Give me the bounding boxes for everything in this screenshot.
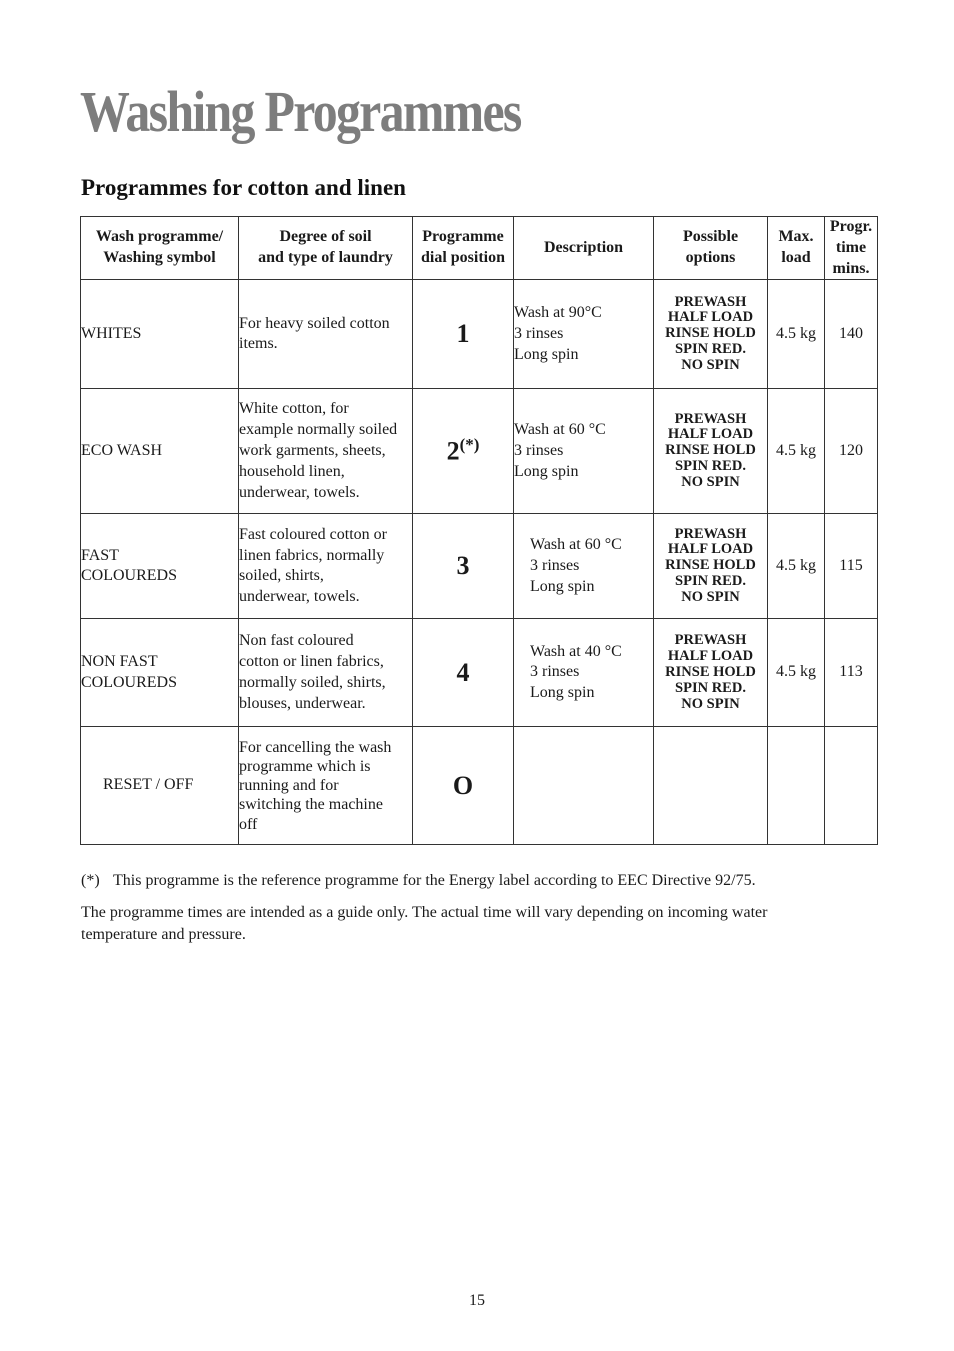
cell-programme: WHITES xyxy=(81,280,239,389)
header-description: Description xyxy=(514,217,654,280)
cell-soil: Fast coloured cotton or linen fabrics, normally soiled, shirts, underwear, towels. xyxy=(239,514,413,619)
cell-soil: Non fast coloured cotton or linen fabrics, normally soiled, shirts, blouses, underwear. xyxy=(239,619,413,727)
cell-soil: For cancelling the wash programme which is running and for switching the machine off xyxy=(239,727,413,845)
cell-max-load: 4.5 kg xyxy=(768,389,825,514)
header-dial-position: Programme dial position xyxy=(413,217,514,280)
table-row-fast-coloureds xyxy=(81,514,878,619)
programmes-table xyxy=(80,216,878,845)
header-possible-options: Possible options xyxy=(654,217,768,280)
programme-times-note: The programme times are intended as a guide only. The actual time will vary depending on incoming water temperature and pressure. xyxy=(81,904,768,943)
cell-options xyxy=(654,727,768,845)
cell-time: 115 xyxy=(825,514,878,619)
cell-dial-position: 1 xyxy=(413,280,514,389)
cell-time: 113 xyxy=(825,619,878,727)
cell-description: Wash at 60 °C 3 rinses Long spin xyxy=(514,389,654,514)
cell-description xyxy=(514,727,654,845)
cell-max-load: 4.5 kg xyxy=(768,280,825,389)
header-degree-of-soil: Degree of soil and type of laundry xyxy=(239,217,413,280)
table-row-whites xyxy=(81,280,878,389)
footnote-text: This programme is the reference programme for the Energy label according to EEC Directive 92/75. xyxy=(113,872,756,889)
cell-programme: FAST COLOUREDS xyxy=(81,514,239,619)
cell-dial-position: 4 xyxy=(413,619,514,727)
cell-options: PREWASH HALF LOAD RINSE HOLD SPIN RED. NO SPIN xyxy=(654,619,768,727)
cell-time: 120 xyxy=(825,389,878,514)
cell-programme: ECO WASH xyxy=(81,389,239,514)
header-programme-time: Progr. time mins. xyxy=(825,217,878,280)
cell-programme: RESET / OFF xyxy=(81,727,239,845)
table-row-non-fast-coloureds xyxy=(81,619,878,727)
footnote-energy-label xyxy=(81,872,756,890)
cell-options: PREWASH HALF LOAD RINSE HOLD SPIN RED. NO SPIN xyxy=(654,280,768,389)
cell-description: Wash at 90°C 3 rinses Long spin xyxy=(514,280,654,389)
cell-description: Wash at 40 °C 3 rinses Long spin xyxy=(514,619,654,727)
cell-programme: NON FAST COLOUREDS xyxy=(81,619,239,727)
table-header-row xyxy=(81,217,878,280)
header-wash-programme: Wash programme/ Washing symbol xyxy=(81,217,239,280)
section-subtitle: Programmes for cotton and linen xyxy=(81,175,406,200)
cell-max-load: 4.5 kg xyxy=(768,514,825,619)
table-row-reset-off xyxy=(81,727,878,845)
cell-dial-position: 3 xyxy=(413,514,514,619)
cell-max-load: 4.5 kg xyxy=(768,619,825,727)
reference-asterisk: (*) xyxy=(459,435,480,455)
table-row-eco-wash xyxy=(81,389,878,514)
cell-options: PREWASH HALF LOAD RINSE HOLD SPIN RED. NO SPIN xyxy=(654,514,768,619)
page-number: 15 xyxy=(469,1292,485,1309)
footnote-mark: (*) xyxy=(81,872,100,889)
cell-options: PREWASH HALF LOAD RINSE HOLD SPIN RED. NO SPIN xyxy=(654,389,768,514)
page-title: Washing Programmes xyxy=(80,79,521,144)
header-max-load: Max. load xyxy=(768,217,825,280)
cell-max-load xyxy=(768,727,825,845)
cell-dial-position: 2(*) xyxy=(413,389,514,514)
cell-time xyxy=(825,727,878,845)
cell-soil: White cotton, for example normally soiled work garments, sheets, household linen, underwear, towels. xyxy=(239,389,413,514)
cell-time: 140 xyxy=(825,280,878,389)
cell-soil: For heavy soiled cotton items. xyxy=(239,280,413,389)
cell-dial-position: O xyxy=(413,727,514,845)
cell-description: Wash at 60 °C 3 rinses Long spin xyxy=(514,514,654,619)
